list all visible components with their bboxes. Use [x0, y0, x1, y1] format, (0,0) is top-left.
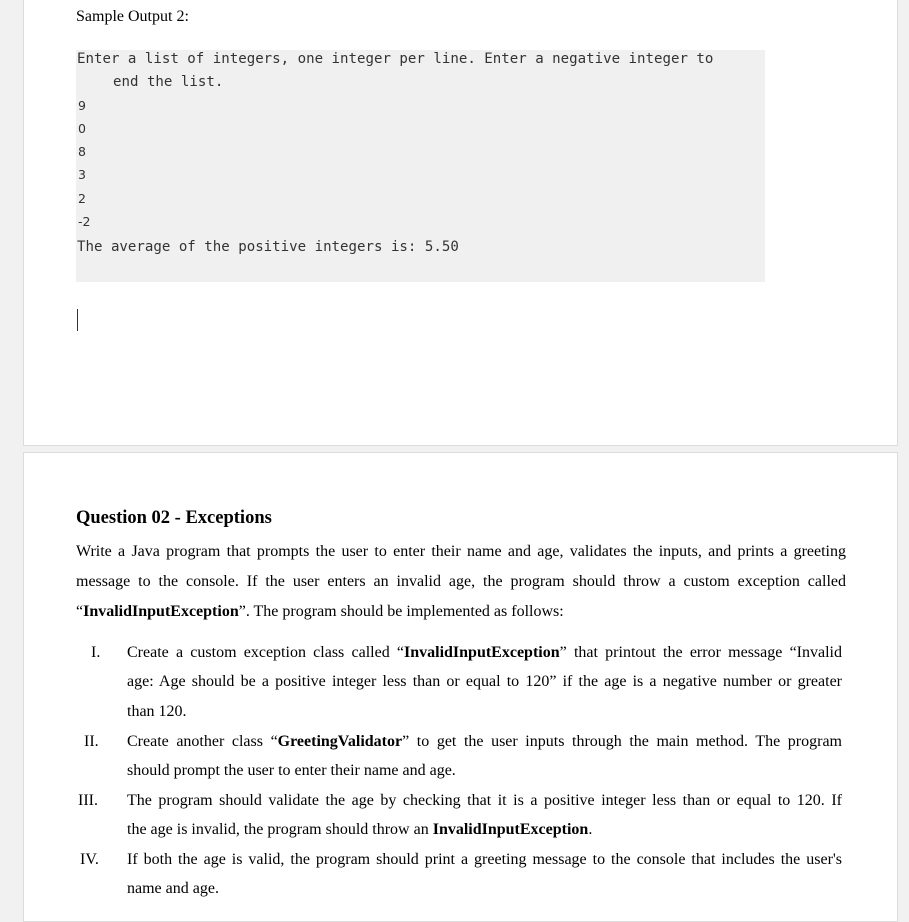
document-page-bottom	[23, 452, 898, 922]
item-2-line-1	[127, 734, 842, 750]
console-input-line: 8	[78, 144, 86, 159]
intro-line-3	[76, 604, 846, 620]
item-1-line-1	[127, 645, 842, 661]
class-name: GreetingValidator	[277, 733, 403, 750]
list-numeral: IV.	[80, 851, 99, 868]
text-cursor	[77, 309, 78, 331]
item-text: ” that printout the error message “Invalid	[559, 644, 842, 661]
item-text: .	[588, 821, 593, 838]
class-name: InvalidInputException	[404, 644, 560, 661]
document-page-top	[23, 0, 898, 446]
item-3-line-2	[127, 822, 842, 838]
sample-output-label: Sample Output 2:	[76, 8, 189, 25]
console-input-line: 0	[78, 121, 86, 136]
list-numeral: II.	[84, 733, 99, 750]
item-4-line-1: If both the age is valid, the program should print a greeting message to the console that includes the user's	[127, 851, 842, 868]
exception-name: InvalidInputException	[83, 603, 239, 620]
console-prompt-line-1: Enter a list of integers, one integer per line. Enter a negative integer to	[77, 51, 714, 67]
item-text: the age is invalid, the program should throw an	[127, 821, 433, 838]
list-numeral: I.	[91, 644, 101, 661]
item-text: Create a custom exception class called “	[127, 644, 405, 661]
console-input-line: 3	[78, 167, 86, 182]
question-title: Question 02 - Exceptions	[76, 508, 272, 528]
console-input-line: 9	[78, 98, 86, 113]
intro-line-3-tail: ”. The program should be implemented as follows:	[238, 603, 564, 620]
console-input-line: 2	[78, 191, 86, 206]
item-1-line-3: than 120.	[127, 703, 187, 720]
exception-name: InvalidInputException	[432, 821, 589, 838]
console-prompt-line-2: end the list.	[113, 74, 224, 90]
list-numeral: III.	[78, 792, 98, 809]
item-text: ” to get the user inputs through the main method. The program	[402, 733, 842, 750]
item-1-line-2: age: Age should be a positive integer less than or equal to 120” if the age is a negative number or greater	[127, 673, 842, 690]
intro-line-1: Write a Java program that prompts the user to enter their name and age, validates the inputs, and prints a greeting	[76, 543, 846, 560]
intro-line-2: message to the console. If the user enters an invalid age, the program should throw a custom exception called	[76, 573, 846, 590]
quote-open: “	[76, 603, 84, 620]
item-4-line-2: name and age.	[127, 880, 219, 897]
console-input-line: -2	[78, 214, 91, 229]
item-text: Create another class “	[127, 733, 278, 750]
item-3-line-1: The program should validate the age by checking that it is a positive integer less than or equal to 120. If	[127, 792, 842, 809]
item-2-line-2: should prompt the user to enter their name and age.	[127, 762, 456, 779]
console-output-box	[76, 50, 765, 282]
console-result-line: The average of the positive integers is: 5.50	[77, 239, 459, 255]
